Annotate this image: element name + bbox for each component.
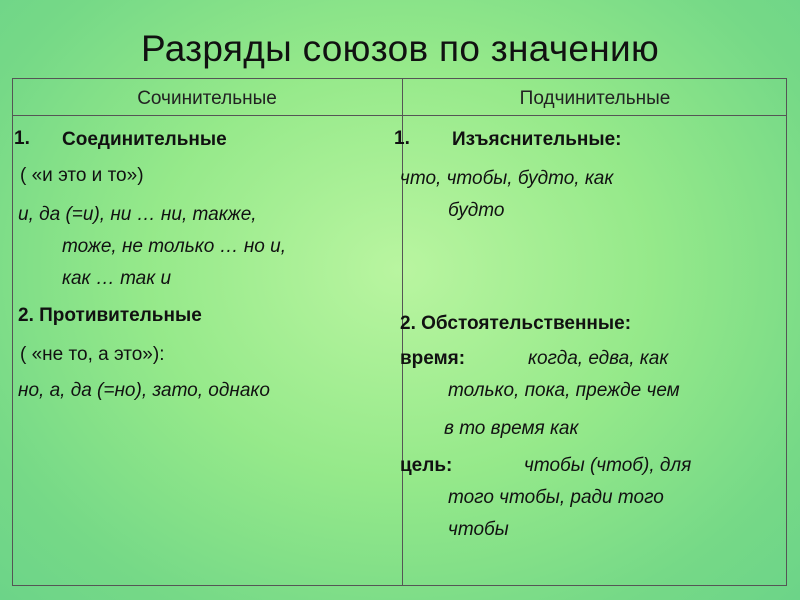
right-purpose-example-line: того чтобы, ради того [448, 487, 664, 508]
right-time-example-line: когда, едва, как [528, 348, 669, 369]
left-group1-number: 1. [14, 128, 30, 149]
right-purpose-example-line: чтобы (чтоб), для [524, 455, 692, 476]
left-group1-example-line: как … так и [62, 268, 172, 289]
right-time-example-line: в то время как [444, 418, 579, 439]
header-coordinating: Сочинительные [137, 88, 277, 109]
left-group2-meaning: ( «не то, а это»): [20, 344, 165, 365]
left-group2-example-line: но, а, да (=но), зато, однако [18, 380, 270, 401]
right-group1-name: Изъяснительные: [452, 129, 622, 150]
right-purpose-example-line: чтобы [448, 519, 509, 540]
header-divider [12, 115, 787, 116]
left-group1-meaning: ( «и это и то») [20, 165, 144, 186]
right-group1-example-line: что, чтобы, будто, как [400, 168, 614, 189]
left-group1-example-line: и, да (=и), ни … ни, также, [18, 204, 257, 225]
right-time-label: время: [400, 348, 466, 369]
header-subordinating: Подчинительные [519, 88, 671, 109]
page-title: Разряды союзов по значению [140, 28, 660, 69]
right-time-example-line: только, пока, прежде чем [448, 380, 680, 401]
right-group2-name: 2. Обстоятельственные: [400, 313, 632, 334]
right-group1-example-line: будто [448, 200, 505, 221]
right-purpose-label: цель: [400, 455, 453, 476]
left-group2-name: 2. Противительные [18, 305, 202, 326]
right-group1-number: 1. [394, 128, 410, 149]
left-group1-name: Соединительные [62, 129, 227, 150]
left-group1-example-line: тоже, не только … но и, [62, 236, 286, 257]
